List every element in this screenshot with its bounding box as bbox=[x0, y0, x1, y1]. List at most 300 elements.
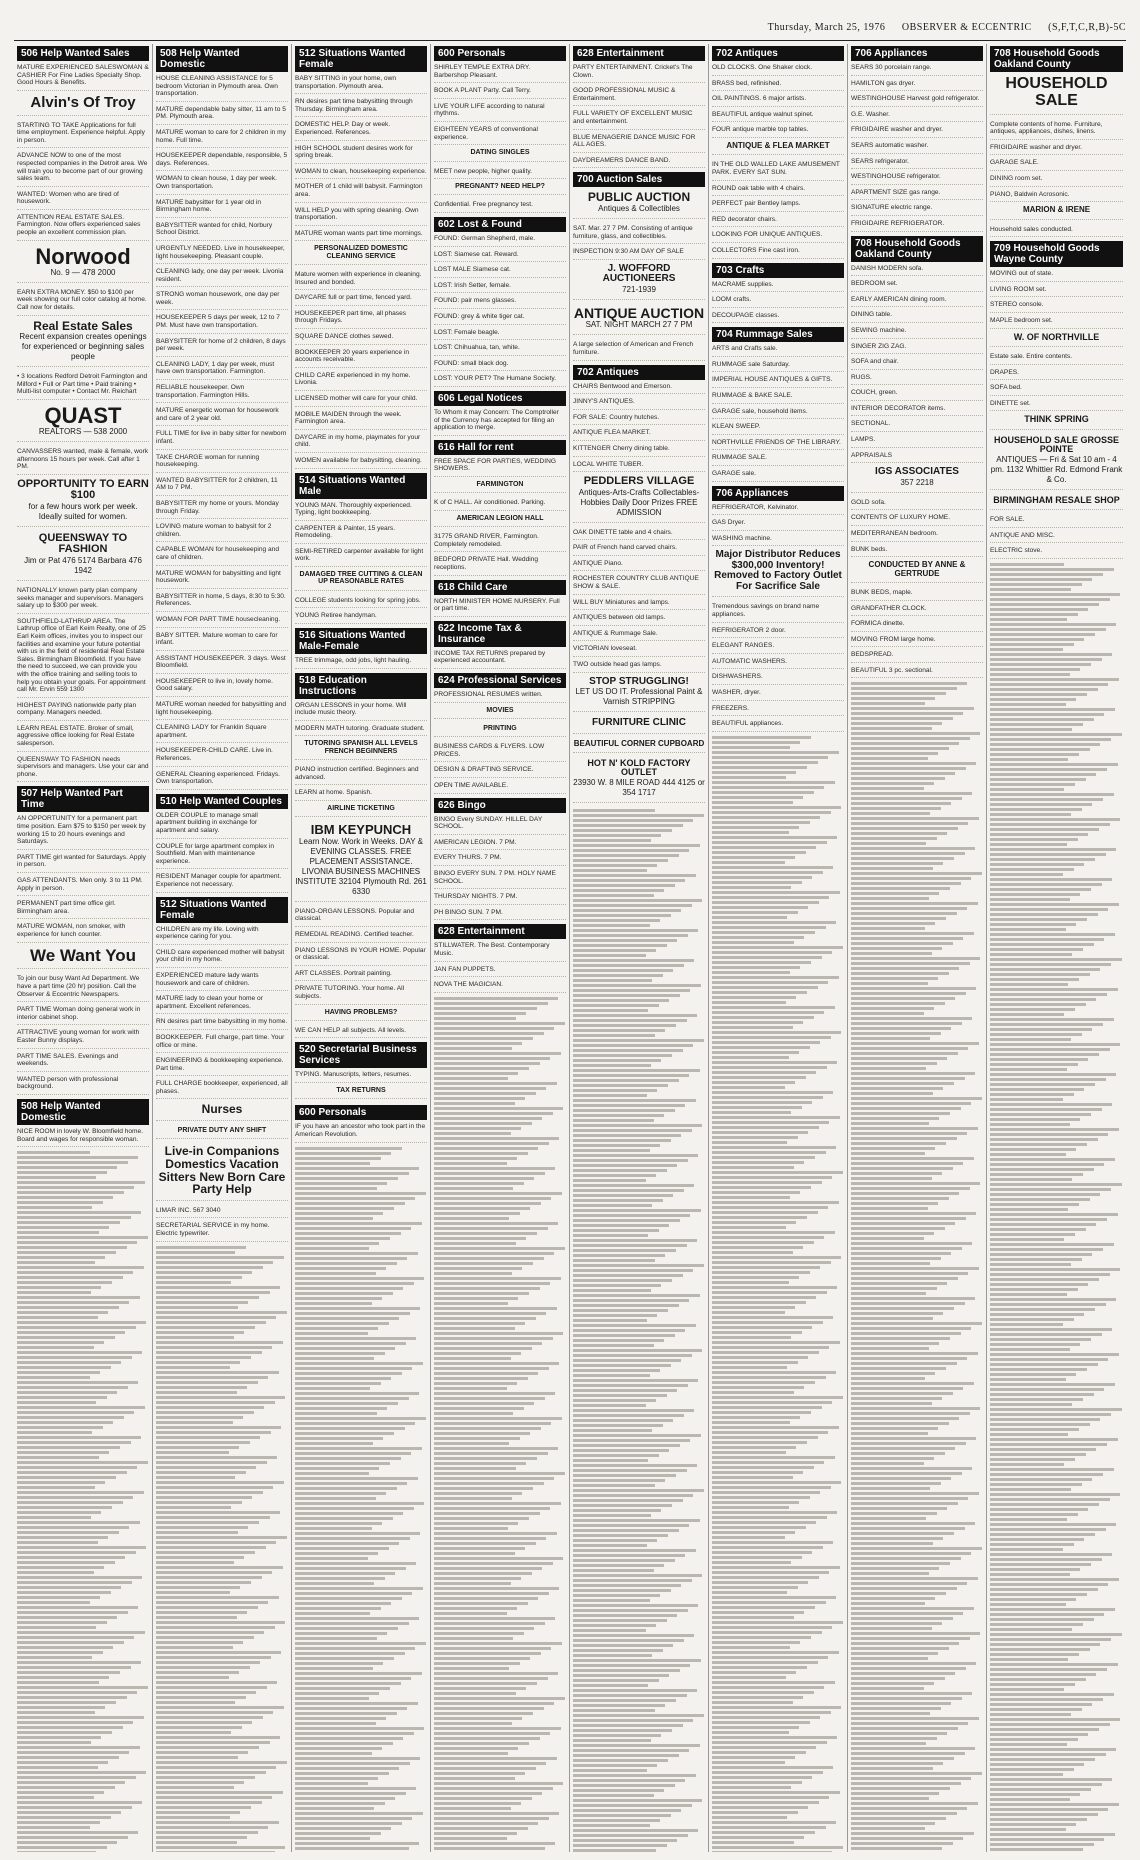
classified-ad: HOUSEKEEPER-CHILD CARE. Live in. References. bbox=[156, 747, 288, 766]
section-header: 510 Help Wanted Couples bbox=[156, 794, 288, 809]
display-ad bbox=[712, 142, 844, 155]
classified-ad: K of C HALL. Air conditioned. Parking. bbox=[434, 499, 566, 511]
display-ad bbox=[851, 561, 983, 583]
classified-ad: LICENSED mother will care for your child. bbox=[295, 395, 427, 407]
masthead-rule bbox=[14, 40, 1126, 41]
section-header: 626 Bingo bbox=[434, 798, 566, 813]
classified-ad: WOMEN available for babysitting, cleaning. bbox=[295, 457, 427, 469]
classified-ad: MEDITERRANEAN bedroom. bbox=[851, 530, 983, 542]
section-header: 520 Secretarial Business Services bbox=[295, 1042, 427, 1068]
classified-ad: MATURE babysitter for 1 year old in Birmingham home. bbox=[156, 199, 288, 218]
display-ad-subtitle: ANTIQUES — Fri & Sat 10 am - 4 pm. 1132 Whittier Rd. Edmond Frank & Co. bbox=[990, 454, 1123, 484]
display-ad-subtitle: REALTORS — 538 2000 bbox=[38, 427, 128, 436]
classified-ad: HOUSEKEEPER to live in, lovely home. Good salary. bbox=[156, 678, 288, 697]
classified-ad: GOLD sofa. bbox=[851, 499, 983, 511]
classified-ad: STRONG woman housework, one day per week. bbox=[156, 291, 288, 310]
classified-ad: COUCH, green. bbox=[851, 389, 983, 401]
classified-ad: IF you have an ancestor who took part in the American Revolution. bbox=[295, 1123, 427, 1142]
classified-ad: Mature women with experience in cleaning. Insured and bonded. bbox=[295, 271, 427, 290]
classified-ad: BEDROOM set. bbox=[851, 280, 983, 292]
classified-ad: SECRETARIAL SERVICE in my home. Electric typewriter. bbox=[156, 1222, 288, 1241]
display-ad-title: BIRMINGHAM RESALE SHOP bbox=[993, 494, 1120, 505]
classified-ad: RELIABLE housekeeper. Own transportation. Farmington Hills. bbox=[156, 384, 288, 403]
classified-ad: WASHING machine. bbox=[712, 535, 844, 547]
classified-ad: BLUE MENAGERIE DANCE MUSIC FOR ALL AGES. bbox=[573, 134, 705, 153]
classified-ad: DISHWASHERS. bbox=[712, 673, 844, 685]
classified-ad: BABY SITTER. Mature woman to care for infant. bbox=[156, 632, 288, 651]
classified-ad: PRIVATE TUTORING. Your home. All subjects. bbox=[295, 985, 427, 1004]
classified-ad: BABYSITTER in home, 5 days, 8:30 to 5:30. References. bbox=[156, 593, 288, 612]
classified-ad: BEAUTIFUL appliances. bbox=[712, 720, 844, 732]
classified-ad: MATURE WOMAN for babysitting and light housework. bbox=[156, 570, 288, 589]
display-ad bbox=[573, 191, 705, 219]
classified-ad: A large selection of American and French furniture. bbox=[573, 341, 705, 360]
classified-ad: GAS ATTENDANTS. Men only. 3 to 11 PM. Apply in person. bbox=[17, 877, 149, 896]
display-ad bbox=[990, 333, 1123, 347]
section-header: 618 Child Care bbox=[434, 580, 566, 595]
display-ad-title: J. WOFFORD AUCTIONEERS bbox=[602, 262, 676, 285]
section-header: 622 Income Tax & Insurance bbox=[434, 621, 566, 647]
classified-ad: NORTH MINISTER HOME NURSERY. Full or part time. bbox=[434, 598, 566, 617]
classified-ad: LOCAL WHITE TUBER. bbox=[573, 461, 705, 473]
classified-ad: ATTENTION REAL ESTATE SALES. Farmington. Now offers experienced sales people an excellent commission plan. bbox=[17, 214, 149, 241]
display-ad bbox=[990, 206, 1123, 219]
classified-ad: BABY SITTING in your home, own transportation. Plymouth area. bbox=[295, 75, 427, 94]
display-ad-subtitle: LET US DO IT. Professional Paint & Varnish STRIPPING bbox=[575, 687, 703, 707]
classified-ad: ANTIQUE FLEA MARKET. bbox=[573, 429, 705, 441]
display-ad-title: MOVIES bbox=[486, 706, 514, 714]
classified-ad: PIANO-ORGAN LESSONS. Popular and classical. bbox=[295, 908, 427, 927]
classified-ad: HIGHEST PAYING nationwide party plan company. Managers needed. bbox=[17, 702, 149, 721]
display-ad bbox=[434, 515, 566, 527]
classified-ad: COUPLE for large apartment complex in Southfield. Man with maintenance experience. bbox=[156, 843, 288, 870]
column-8 bbox=[987, 44, 1126, 1852]
classified-ad: AMERICAN LEGION. 7 PM. bbox=[434, 839, 566, 851]
classified-ad: BOOKKEEPER. Full charge, part time. Your office or mine. bbox=[156, 1034, 288, 1053]
classified-ad: CLEANING LADY for Franklin Square apartment. bbox=[156, 724, 288, 743]
classified-ad: GARAGE sale. bbox=[712, 470, 844, 482]
classified-ad: OAK DINETTE table and 4 chairs. bbox=[573, 529, 705, 541]
display-ad-title: AIRLINE TICKETING bbox=[327, 804, 395, 812]
classified-ad: FRIGIDAIRE washer and dryer. bbox=[851, 126, 983, 138]
classified-ad: Confidential. Free pregnancy test. bbox=[434, 201, 566, 213]
classified-ad: SHIRLEY TEMPLE EXTRA DRY. Barbershop Pleasant. bbox=[434, 64, 566, 83]
classified-ad: WANTED: Women who are tired of housework. bbox=[17, 191, 149, 210]
classified-ad: SQUARE DANCE clothes sewed. bbox=[295, 333, 427, 345]
classified-ad: Tremendous savings on brand name appliances. bbox=[712, 603, 844, 622]
display-ad bbox=[990, 415, 1123, 429]
classified-ad: STEREO console. bbox=[990, 301, 1123, 313]
display-ad bbox=[17, 320, 149, 368]
classified-ad: COLLEGE students looking for spring jobs. bbox=[295, 597, 427, 609]
classified-ad: WOMAN FOR PART TIME housecleaning. bbox=[156, 616, 288, 628]
display-ad-title: Norwood bbox=[35, 243, 131, 269]
classified-ad: LOOM crafts. bbox=[712, 296, 844, 308]
classified-ad: ASSISTANT HOUSEKEEPER. 3 days. West Bloomfield. bbox=[156, 655, 288, 674]
classified-ad: ENGINEERING & bookkeeping experience. Part time. bbox=[156, 1057, 288, 1076]
display-ad bbox=[434, 149, 566, 161]
classified-ad: AN OPPORTUNITY for a permanent part time position. Earn $75 to $150 per week by working 15 to 20 hours evenings and Saturdays. bbox=[17, 815, 149, 849]
display-ad-title: THINK SPRING bbox=[1024, 414, 1089, 425]
classified-ad: BEAUTIFUL 3 pc. sectional. bbox=[851, 667, 983, 679]
fine-print-filler bbox=[295, 1147, 427, 1852]
classified-ad: G.E. Washer. bbox=[851, 111, 983, 123]
classified-ad: SEARS automatic washer. bbox=[851, 142, 983, 154]
classified-ad: FRIGIDAIRE washer and dryer. bbox=[990, 144, 1123, 156]
classified-ad: ELEGANT RANGES. bbox=[712, 642, 844, 654]
display-ad bbox=[17, 95, 149, 116]
fine-print-filler bbox=[17, 1151, 149, 1852]
classified-ad: GOOD PROFESSIONAL MUSIC & Entertainment. bbox=[573, 87, 705, 106]
classified-ad: HAMILTON gas dryer. bbox=[851, 80, 983, 92]
section-header: 518 Education Instructions bbox=[295, 673, 427, 699]
classified-ad: LIVING ROOM set. bbox=[990, 286, 1123, 298]
classified-ad: SIGNATURE electric range. bbox=[851, 204, 983, 216]
display-ad-title: PREGNANT? NEED HELP? bbox=[455, 183, 545, 191]
classified-ad: PIANO LESSONS IN YOUR HOME. Popular or classical. bbox=[295, 947, 427, 966]
display-ad bbox=[17, 404, 149, 442]
display-ad-title: ANTIQUE & FLEA MARKET bbox=[726, 140, 830, 150]
classified-ad: Estate sale. Entire contents. bbox=[990, 353, 1123, 365]
classified-ad: APARTMENT SIZE gas range. bbox=[851, 189, 983, 201]
classified-ad: MATURE woman wants part time mornings. bbox=[295, 230, 427, 242]
display-ad-subtitle: Learn Now. Work in Weeks. DAY & EVENING CLASSES. FREE PLACEMENT ASSISTANCE. LIVONIA BUSINESS MACHINES INSTITUTE 32104 Plymouth Rd. 261 6330 bbox=[295, 836, 427, 896]
display-ad-title: We Want You bbox=[29, 945, 137, 965]
fine-print-filler bbox=[156, 1246, 288, 1852]
display-ad bbox=[295, 245, 427, 265]
classified-ad: WE CAN HELP all subjects. All levels. bbox=[295, 1027, 427, 1039]
display-ad bbox=[295, 740, 427, 760]
classified-ad: CHILD care experienced mother will babysit your child in my home. bbox=[156, 949, 288, 968]
display-ad bbox=[851, 467, 983, 493]
display-ad-title: PERSONALIZED DOMESTIC CLEANING SERVICE bbox=[314, 245, 408, 260]
classified-ad: MACRAME supplies. bbox=[712, 281, 844, 293]
classified-ad: TAKE CHARGE woman for running housekeeping. bbox=[156, 454, 288, 473]
classified-ad: MOVING out of state. bbox=[990, 270, 1123, 282]
classified-ad: FOUND: grey & white tiger cat. bbox=[434, 313, 566, 325]
section-header: 708 Household Goods Oakland County bbox=[990, 46, 1123, 72]
classified-ad: MOBILE MAIDEN through the week. Farmington area. bbox=[295, 411, 427, 430]
classified-ad: FULL VARIETY OF EXCELLENT MUSIC and entertainment. bbox=[573, 110, 705, 129]
section-header: 616 Hall for rent bbox=[434, 440, 566, 455]
display-ad-title: OPPORTUNITY TO EARN $100 bbox=[17, 477, 149, 502]
classified-ad: MATURE WOMAN, non smoker, with experience for lunch counter. bbox=[17, 923, 149, 942]
classified-ad: WOMAN to clean, housekeeping experience. bbox=[295, 168, 427, 180]
classified-ad: BEDFORD PRIVATE Hall. Wedding receptions. bbox=[434, 556, 566, 575]
display-ad-subtitle: for a few hours work per week. Ideally suited for women. bbox=[28, 501, 138, 521]
classified-ad: MAPLE bedroom set. bbox=[990, 317, 1123, 329]
classified-ad: DINING table. bbox=[851, 311, 983, 323]
display-ad-title: ANTIQUE AUCTION bbox=[573, 304, 705, 321]
classified-ad: NORTHVILLE FRIENDS OF THE LIBRARY. bbox=[712, 439, 844, 451]
classified-ad: ELECTRIC stove. bbox=[990, 547, 1123, 559]
display-ad bbox=[295, 805, 427, 817]
classified-ad: TYPING. Manuscripts, letters, resumes. bbox=[295, 1071, 427, 1083]
classified-ad: EIGHTEEN YEARS of conventional experience. bbox=[434, 126, 566, 145]
classified-ad: MATURE energetic woman for housework and care of 2 year old. bbox=[156, 407, 288, 426]
section-header: 507 Help Wanted Part Time bbox=[17, 786, 149, 812]
classified-ad: PIANO instruction certified. Beginners and advanced. bbox=[295, 766, 427, 785]
classified-ad: WESTINGHOUSE refrigerator. bbox=[851, 173, 983, 185]
display-ad bbox=[990, 76, 1123, 115]
classified-ad: ORGAN LESSONS in your home. Will include music theory. bbox=[295, 702, 427, 721]
classified-ad: EXPERIENCED mature lady wants housework and care of children. bbox=[156, 972, 288, 991]
classified-ad: GAS Dryer. bbox=[712, 519, 844, 531]
classified-ad: MEET new people, higher quality. bbox=[434, 168, 566, 180]
classified-ad: YOUNG Retiree handyman. bbox=[295, 612, 427, 624]
classified-ad: ANTIQUE & Rummage Sale. bbox=[573, 630, 705, 642]
display-ad-title: MARION & IRENE bbox=[1022, 205, 1091, 215]
classified-ad: WASHER, dryer. bbox=[712, 689, 844, 701]
display-ad-title: Real Estate Sales bbox=[33, 318, 133, 333]
classified-ad: HOUSEKEEPER 5 days per week, 12 to 7 PM. Must have own transportation. bbox=[156, 314, 288, 333]
classified-ad: DANISH MODERN sofa. bbox=[851, 265, 983, 277]
classified-ad: IN THE OLD WALLED LAKE AMUSEMENT PARK. EVERY SAT SUN. bbox=[712, 161, 844, 180]
classified-ad: BABYSITTER for home of 2 children, 8 days per week. bbox=[156, 338, 288, 357]
classified-ad: CLEANING LADY, 1 day per week, must have own transportation. Farmington. bbox=[156, 361, 288, 380]
classified-ad: SEMI-RETIRED carpenter available for light work. bbox=[295, 548, 427, 567]
classified-ad: MOTHER of 1 child will babysit. Farmington area. bbox=[295, 183, 427, 202]
classified-ad: GENERAL Cleaning experienced. Fridays. Own transportation. bbox=[156, 771, 288, 790]
display-ad-subtitle: Antiques-Arts-Crafts Collectables-Hobbies Daily Door Prizes FREE ADMISSION bbox=[578, 487, 700, 517]
classified-ad: BINGO EVERY SUN. 7 PM. HOLY NAME SCHOOL. bbox=[434, 870, 566, 889]
classified-ad: DECOUPAGE classes. bbox=[712, 312, 844, 324]
display-ad-title: IBM KEYPUNCH bbox=[310, 822, 412, 838]
display-ad bbox=[990, 496, 1123, 510]
classified-ad: BINGO Every SUNDAY. HILLEL DAY SCHOOL. bbox=[434, 816, 566, 835]
classified-ad: OLD CLOCKS. One Shaker clock. bbox=[712, 64, 844, 76]
classified-ad: FOUR antique marble top tables. bbox=[712, 126, 844, 138]
classified-ad: PART TIME SALES. Evenings and weekends. bbox=[17, 1053, 149, 1072]
display-ad-subtitle: No. 9 — 478 2000 bbox=[50, 267, 116, 277]
display-ad bbox=[156, 1145, 288, 1200]
fine-print-filler bbox=[990, 563, 1123, 1852]
section-header: 512 Situations Wanted Female bbox=[156, 897, 288, 923]
section-header: 508 Help Wanted Domestic bbox=[17, 1099, 149, 1125]
classified-ad: To Whom it may Concern: The Comptroller of the Currency has accepted for filing an application to merge. bbox=[434, 409, 566, 436]
display-ad bbox=[712, 550, 844, 597]
display-ad-title: W. OF NORTHVILLE bbox=[1013, 331, 1100, 342]
classified-ad: CANVASSERS wanted, male & female, work afternoons 15 hours per week. Call after 1 PM. bbox=[17, 448, 149, 475]
classified-ad: DOMESTIC HELP. Day or week. Experienced. References. bbox=[295, 121, 427, 140]
classified-ad: KITTENGER Cherry dining table. bbox=[573, 445, 705, 457]
section-header: 624 Professional Services bbox=[434, 673, 566, 688]
classified-ad: MATURE woman needed for babysitting and light housekeeping. bbox=[156, 701, 288, 720]
classified-ad: BUNK beds. bbox=[851, 546, 983, 558]
display-ad bbox=[573, 476, 705, 523]
classified-ad: EARN EXTRA MONEY. $50 to $100 per week showing our full color catalog at home. Call now for details. bbox=[17, 289, 149, 316]
classified-ad: CHAIRS Bentwood and Emerson. bbox=[573, 383, 705, 395]
classified-ad: BEDSPREAD. bbox=[851, 651, 983, 663]
display-ad-title: HOT N' KOLD FACTORY OUTLET bbox=[587, 758, 691, 778]
classified-ad: BUNK BEDS, maple. bbox=[851, 589, 983, 601]
classified-ad: URGENTLY NEEDED. Live in housekeeper, light housekeeping. Pleasant couple. bbox=[156, 245, 288, 264]
display-ad bbox=[573, 677, 705, 713]
classified-ad: HIGH SCHOOL student desires work for spring break. bbox=[295, 145, 427, 164]
classified-ad: 31775 GRAND RIVER, Farmington. Completely remodeled. bbox=[434, 533, 566, 552]
classified-ad: HOUSE CLEANING ASSISTANCE for 5 bedroom Victorian in Plymouth area. Own transportation. bbox=[156, 75, 288, 102]
display-ad bbox=[990, 436, 1123, 490]
classified-ad: CONTENTS OF LUXURY HOME. bbox=[851, 514, 983, 526]
classified-ad: AUTOMATIC WASHERS. bbox=[712, 658, 844, 670]
classified-ad: NATIONALLY known party plan company seeks manager and supervisors. Managers salary up to $300 per week. bbox=[17, 587, 149, 614]
display-ad bbox=[295, 1009, 427, 1021]
classified-ad: LOST: Female beagle. bbox=[434, 329, 566, 341]
display-ad-title: PUBLIC AUCTION bbox=[587, 190, 691, 205]
classified-ad: PIANO, Baldwin Acrosonic. bbox=[990, 191, 1123, 203]
section-header: 628 Entertainment bbox=[434, 924, 566, 939]
classified-ad: REFRIGERATOR, Kelvinator. bbox=[712, 504, 844, 516]
classified-ad: SECTIONAL. bbox=[851, 420, 983, 432]
classified-ad: APPRAISALS bbox=[851, 452, 983, 464]
display-ad bbox=[573, 264, 705, 300]
masthead-paper: OBSERVER & ECCENTRIC bbox=[901, 22, 1032, 33]
classified-ad: DAYCARE full or part time, fenced yard. bbox=[295, 294, 427, 306]
classified-ad: SOFA bed. bbox=[990, 384, 1123, 396]
display-ad bbox=[573, 718, 705, 734]
masthead bbox=[0, 22, 1140, 38]
display-ad-title: DATING SINGLES bbox=[470, 149, 530, 157]
classified-ad: VICTORIAN loveseat. bbox=[573, 645, 705, 657]
display-ad bbox=[434, 481, 566, 493]
section-header: 508 Help Wanted Domestic bbox=[156, 46, 288, 72]
section-header: 600 Personals bbox=[295, 1105, 427, 1120]
classified-ad: ATTRACTIVE young woman for work with Easter Bunny displays. bbox=[17, 1029, 149, 1048]
classified-ad: IMPERIAL HOUSE ANTIQUES & GIFTS. bbox=[712, 376, 844, 388]
classified-ad: NICE ROOM in lovely W. Bloomfield home. Board and wages for responsible woman. bbox=[17, 1128, 149, 1147]
classified-ad: STARTING TO TAKE Applications for full time employment. Experience helpful. Apply in person. bbox=[17, 122, 149, 149]
display-ad bbox=[17, 245, 149, 283]
classified-ad: WILL HELP you with spring cleaning. Own transportation. bbox=[295, 207, 427, 226]
display-ad-title: FARMINGTON bbox=[476, 480, 524, 488]
fine-print-filler bbox=[712, 736, 844, 1852]
classified-ad: TREE trimmage, odd jobs, light hauling. bbox=[295, 657, 427, 669]
classified-ad: FORMICA dinette. bbox=[851, 620, 983, 632]
classified-ad: CHILDREN are my life. Loving with experience caring for you. bbox=[156, 926, 288, 945]
section-header: 702 Antiques bbox=[573, 365, 705, 380]
classified-ad: RN desires part time babysitting through Thursday. Birmingham area. bbox=[295, 98, 427, 117]
classified-ad: MATURE lady to clean your home or apartment. Excellent references. bbox=[156, 995, 288, 1014]
section-header: 708 Household Goods Oakland County bbox=[851, 236, 983, 262]
classified-ad: HOUSEKEEPER part time, all phases through Fridays. bbox=[295, 310, 427, 329]
classified-ad: BUSINESS CARDS & FLYERS. LOW PRICES. bbox=[434, 743, 566, 762]
classified-ad: PART TIME Woman doing general work in interior cabinet shop. bbox=[17, 1006, 149, 1025]
section-header: 606 Legal Notices bbox=[434, 391, 566, 406]
section-header: 516 Situations Wanted Male-Female bbox=[295, 628, 427, 654]
classified-ad: GRANDFATHER CLOCK. bbox=[851, 605, 983, 617]
classified-ad: PARTY ENTERTAINMENT. Cricket's The Clown. bbox=[573, 64, 705, 83]
display-ad-title: TUTORING SPANISH ALL LEVELS FRENCH BEGINNERS bbox=[304, 740, 418, 755]
classified-ad: INCOME TAX RETURNS prepared by experienced accountant. bbox=[434, 650, 566, 669]
display-ad-title: Major Distributor Reduces $300,000 Inventory! Removed to Factory Outlet For Sacrifice Sale bbox=[714, 549, 842, 592]
classified-ad: WILL BUY Miniatures and lamps. bbox=[573, 599, 705, 611]
classified-ad: BOOK A PLANT Party. Call Terry. bbox=[434, 87, 566, 99]
classified-ad: PAIR of French hand carved chairs. bbox=[573, 544, 705, 556]
classified-ad: BEAUTIFUL antique walnut spinet. bbox=[712, 111, 844, 123]
classified-ad: PERFECT pair Bentley lamps. bbox=[712, 200, 844, 212]
display-ad-title: Alvin's Of Troy bbox=[30, 93, 136, 111]
classified-ad: DINETTE set. bbox=[990, 400, 1123, 412]
classified-ad: LEARN REAL ESTATE. Broker of small, aggressive office looking for Real Estate salesperson. bbox=[17, 725, 149, 752]
classified-ad: HOUSEKEEPER dependable, responsible, 5 days. References. bbox=[156, 152, 288, 171]
display-ad-title: HOUSEHOLD SALE GROSSE POINTE bbox=[993, 434, 1119, 455]
classified-ad: PART TIME girl wanted for Saturdays. Apply in person. bbox=[17, 854, 149, 873]
display-ad-title: DAMAGED TREE CUTTING & CLEAN UP REASONABLE RATES bbox=[299, 571, 423, 586]
column-4 bbox=[431, 44, 570, 1852]
classified-columns bbox=[14, 44, 1126, 1852]
classified-ad: LOOKING FOR UNIQUE ANTIQUES. bbox=[712, 231, 844, 243]
classified-ad: RN desires part time babysitting in my home. bbox=[156, 1018, 288, 1030]
classified-ad: DAYCARE in my home, playmates for your child. bbox=[295, 434, 427, 453]
section-header: 514 Situations Wanted Male bbox=[295, 473, 427, 499]
fine-print-filler bbox=[851, 682, 983, 1852]
display-ad-subtitle: Antiques & Collectibles bbox=[598, 203, 680, 213]
display-ad bbox=[295, 1087, 427, 1099]
display-ad bbox=[434, 725, 566, 737]
display-ad-subtitle: 721-1939 bbox=[622, 284, 656, 294]
display-ad-title: Live-in Companions Domestics Vacation Sitters New Born Care Party Help bbox=[158, 1144, 286, 1197]
classified-ad: INSPECTION 9:30 AM DAY OF SALE bbox=[573, 248, 705, 260]
classified-ad: MODERN MATH tutoring. Graduate student. bbox=[295, 725, 427, 737]
classified-ad: CAPABLE WOMAN for housekeeping and care of children. bbox=[156, 546, 288, 565]
classified-ad: LOST: YOUR PET? The Humane Society. bbox=[434, 375, 566, 387]
fine-print-filler bbox=[573, 809, 705, 1852]
display-ad-title: QUEENSWAY TO FASHION bbox=[38, 531, 128, 556]
classified-ad: FULL TIME for live in baby sitter for newborn infant. bbox=[156, 430, 288, 449]
classified-ad: SEARS refrigerator. bbox=[851, 158, 983, 170]
display-ad-title: PRIVATE DUTY ANY SHIFT bbox=[177, 1127, 267, 1135]
classified-ad: • 3 locations Redford Detroit Farmington and Milford • Full or Part time • Paid training • Multi-list computer • Contact Mr. Reichart bbox=[17, 373, 149, 400]
classified-ad: LAMPS. bbox=[851, 436, 983, 448]
classified-ad: EVERY THURS. 7 PM. bbox=[434, 854, 566, 866]
classified-ad: FOUND: small black dog. bbox=[434, 360, 566, 372]
classified-ad: DRAPES. bbox=[990, 369, 1123, 381]
classified-ad: REFRIGERATOR 2 door. bbox=[712, 627, 844, 639]
column-6 bbox=[709, 44, 848, 1852]
section-header: 700 Auction Sales bbox=[573, 172, 705, 187]
classified-ad: PROFESSIONAL RESUMES written. bbox=[434, 691, 566, 703]
classified-ad: PERMANENT part time office girl. Birmingham area. bbox=[17, 900, 149, 919]
classified-ad: LOVING mature woman to babysit for 2 children. bbox=[156, 523, 288, 542]
classified-ad: SOFA and chair. bbox=[851, 358, 983, 370]
classified-ad: NOVA THE MAGICIAN. bbox=[434, 981, 566, 993]
section-header: 512 Situations Wanted Female bbox=[295, 46, 427, 72]
classified-ad: EARLY AMERICAN dining room. bbox=[851, 296, 983, 308]
display-ad bbox=[156, 1103, 288, 1121]
display-ad bbox=[295, 823, 427, 902]
classified-ad: SOUTHFIELD-LATHRUP AREA. The Lathrup office of Earl Keim Realty, one of 25 Earl Keim offices, invites you to inspect our facilities and examine your future potential with us in the field of residential Real Estate Sales. Birmingham Bloomfield. If you have the need to succeed, we can provide you with the office training and selling tools to help you obtain your goals. For appointment call Mr. Ervin 559 1300 bbox=[17, 618, 149, 698]
display-ad-title: BEAUTIFUL CORNER CUPBOARD bbox=[573, 738, 705, 748]
display-ad-title: Nurses bbox=[201, 1102, 243, 1117]
display-ad-title: HOUSEHOLD SALE bbox=[1005, 75, 1108, 109]
classified-ad: OIL PAINTINGS. 6 major artists. bbox=[712, 95, 844, 107]
section-header: 703 Crafts bbox=[712, 263, 844, 278]
classified-ad: BABYSITTER my home or yours. Monday through Friday. bbox=[156, 500, 288, 519]
classified-ad: DAYDREAMERS DANCE BAND. bbox=[573, 157, 705, 169]
section-header: 706 Appliances bbox=[712, 486, 844, 501]
classified-ad: Complete contents of home. Furniture, antiques, appliances, dishes, linens. bbox=[990, 121, 1123, 140]
section-header: 709 Household Goods Wayne County bbox=[990, 241, 1123, 267]
classified-ad: INTERIOR DECORATOR items. bbox=[851, 405, 983, 417]
classified-ad: FREEZERS. bbox=[712, 705, 844, 717]
classified-ad: JINNY'S ANTIQUES. bbox=[573, 398, 705, 410]
classified-ad: FOUND: German Shepherd, male. bbox=[434, 235, 566, 247]
classified-ad: BOOKKEEPER 20 years experience in accounts receivable. bbox=[295, 349, 427, 368]
column-5 bbox=[570, 44, 709, 1852]
classified-ad: GARAGE SALE. bbox=[990, 159, 1123, 171]
column-3 bbox=[292, 44, 431, 1852]
display-ad-subtitle: Recent expansion creates openings for experienced or beginning sales people bbox=[19, 332, 147, 362]
